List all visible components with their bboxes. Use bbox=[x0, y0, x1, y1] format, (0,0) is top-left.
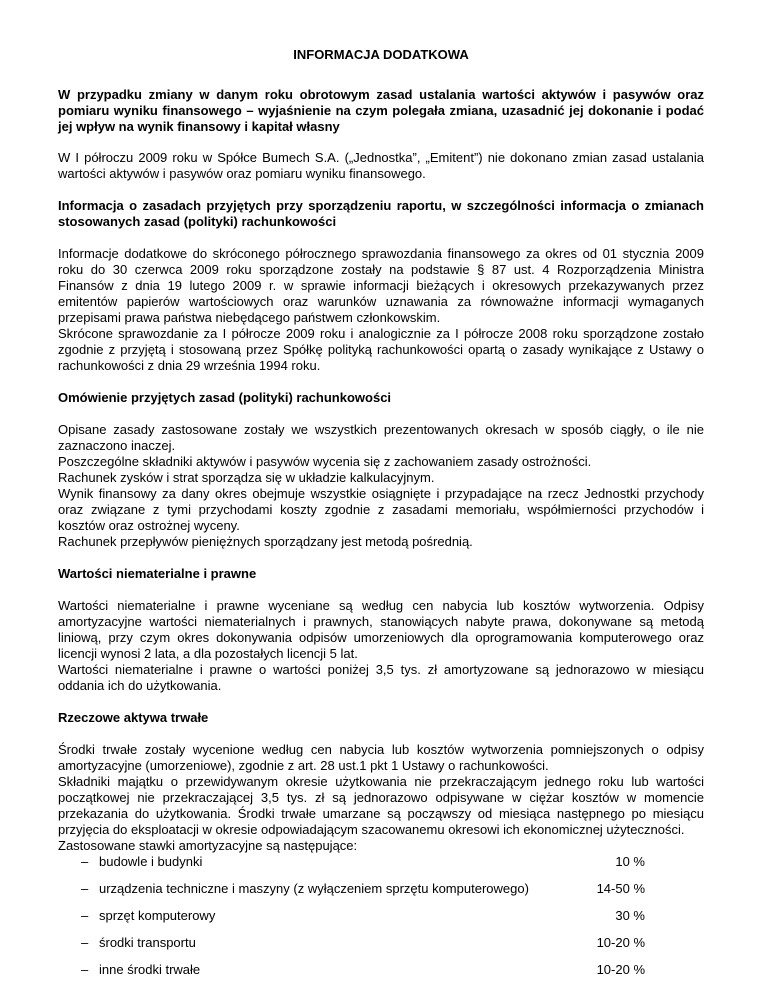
section-paragraph: Środki trwałe zostały wycenione według cen nabycia lub kosztów wytworzenia pomniejszonych o odpisy amortyzacyjne (umorzeniowe), zgodnie z art. 28 ust.1 pkt 1 Ustawy o rachunkowości. bbox=[58, 742, 704, 773]
section-paragraph: Wartości niematerialne i prawne o wartości poniżej 3,5 tys. zł amortyzowane są jednorazowo w miesiącu oddania ich do użytkowania. bbox=[58, 662, 704, 693]
list-item bbox=[58, 962, 704, 978]
rate-value: 14-50 % bbox=[596, 881, 645, 896]
rate-label: inne środki trwałe bbox=[99, 962, 201, 977]
section-paragraph: Rachunek zysków i strat sporządza się w układzie kalkulacyjnym. bbox=[58, 470, 435, 485]
rate-value: 10-20 % bbox=[596, 962, 645, 977]
list-item bbox=[58, 908, 704, 924]
list-dash: – bbox=[81, 881, 89, 896]
rate-value: 10 % bbox=[615, 854, 645, 869]
section-paragraph: Składniki majątku o przewidywanym okresie użytkowania nie przekraczającym jednego roku lub wartości początkowej nie przekraczającej 3,5 tys. zł są jednorazowo odpisywane w ciężar kosztów w momencie przekazania do użytkowania. Środki trwałe umarzane są począwszy od miesiąca następnego po miesiącu przyjęcia do eksploatacji w okresie odpowiadającym szacowanemu okresowi ich ekonomicznej użyteczności. bbox=[58, 774, 704, 837]
list-item bbox=[58, 881, 704, 897]
list-dash: – bbox=[81, 962, 89, 977]
list-item bbox=[58, 935, 704, 951]
section-heading-accounting-policy: Omówienie przyjętych zasad (polityki) rachunkowości bbox=[58, 390, 392, 405]
rate-label: sprzęt komputerowy bbox=[99, 908, 216, 923]
list-dash: – bbox=[81, 908, 89, 923]
rate-label: środki transportu bbox=[99, 935, 196, 950]
section-heading-fixed-assets: Rzeczowe aktywa trwałe bbox=[58, 710, 209, 725]
list-dash: – bbox=[81, 854, 89, 869]
rate-value: 10-20 % bbox=[596, 935, 645, 950]
depreciation-rates-list bbox=[58, 854, 704, 978]
rate-label: urządzenia techniczne i maszyny (z wyłączeniem sprzętu komputerowego) bbox=[99, 881, 529, 896]
list-dash: – bbox=[81, 935, 89, 950]
section-paragraph: Skrócone sprawozdanie za I półrocze 2009 roku i analogicznie za I półrocze 2008 roku sporządzone zostało zgodnie z przyjętą i stosowaną przez Spółkę polityką rachunkowości opartą o zasady wynikające z Ustawy o rachunkowości z dnia 29 września 1994 roku. bbox=[58, 326, 704, 373]
document-body bbox=[58, 43, 704, 989]
section-paragraph: Poszczególne składniki aktywów i pasywów wycenia się z zachowaniem zasady ostrożności. bbox=[58, 454, 592, 469]
section-heading-intangibles: Wartości niematerialne i prawne bbox=[58, 566, 257, 581]
section-paragraph: Rachunek przepływów pieniężnych sporządzany jest metodą pośrednią. bbox=[58, 534, 473, 549]
section-paragraph: Zastosowane stawki amortyzacyjne są następujące: bbox=[58, 838, 358, 853]
document-title: INFORMACJA DODATKOWA bbox=[293, 47, 469, 62]
rate-value: 30 % bbox=[615, 908, 645, 923]
section-heading-report-principles: Informacja o zasadach przyjętych przy sporządzeniu raportu, w szczególności informacja o zmianach stosowanych zasad (polityki) rachunkowości bbox=[58, 198, 704, 229]
section-paragraph: Informacje dodatkowe do skróconego półrocznego sprawozdania finansowego za okres od 01 stycznia 2009 roku do 30 czerwca 2009 roku sporządzone zostały na podstawie § 87 ust. 4 Rozporządzenia Ministra Finansów z dnia 19 lutego 2009 r. w sprawie informacji bieżących i okresowych przekazywanych przez emitentów papierów wartościowych oraz warunków uznawania za równoważne informacji wymaganych przepisami prawa państwa niebędącego państwem członkowskim. bbox=[58, 246, 704, 325]
section-paragraph: Opisane zasady zastosowane zostały we wszystkich prezentowanych okresach w sposób ciągły, o ile nie zaznaczono inaczej. bbox=[58, 422, 704, 453]
list-item bbox=[58, 854, 704, 870]
section-paragraph: Wartości niematerialne i prawne wyceniane są według cen nabycia lub kosztów wytworzenia. Odpisy amortyzacyjne wartości niematerialnych i prawnych, stanowiących nabyte prawa, dokonywane są metodą liniową, przy czym okres dokonywania odpisów umorzeniowych dla oprogramowania komputerowego oraz licencji wynosi 2 lata, a dla pozostałych licencji 5 lat. bbox=[58, 598, 704, 661]
section-paragraph: W I półroczu 2009 roku w Spółce Bumech S.A. („Jednostka”, „Emitent”) nie dokonano zmian zasad ustalania wartości aktywów i pasywów oraz pomiaru wyniku finansowego. bbox=[58, 150, 704, 181]
section-paragraph: Wynik finansowy za dany okres obejmuje wszystkie osiągnięte i przypadające na rzecz Jednostki przychody oraz związane z tymi przychodami koszty zgodnie z zasadami memoriału, współmierności przychodów i kosztów oraz ostrożnej wyceny. bbox=[58, 486, 704, 533]
rate-label: budowle i budynki bbox=[99, 854, 203, 869]
section-heading-policy-change: W przypadku zmiany w danym roku obrotowym zasad ustalania wartości aktywów i pasywów oraz pomiaru wyniku finansowego – wyjaśnienie na czym polegała zmiana, uzasadnić jej dokonanie i podać jej wpływ na wynik finansowy i kapitał własny bbox=[58, 87, 704, 134]
